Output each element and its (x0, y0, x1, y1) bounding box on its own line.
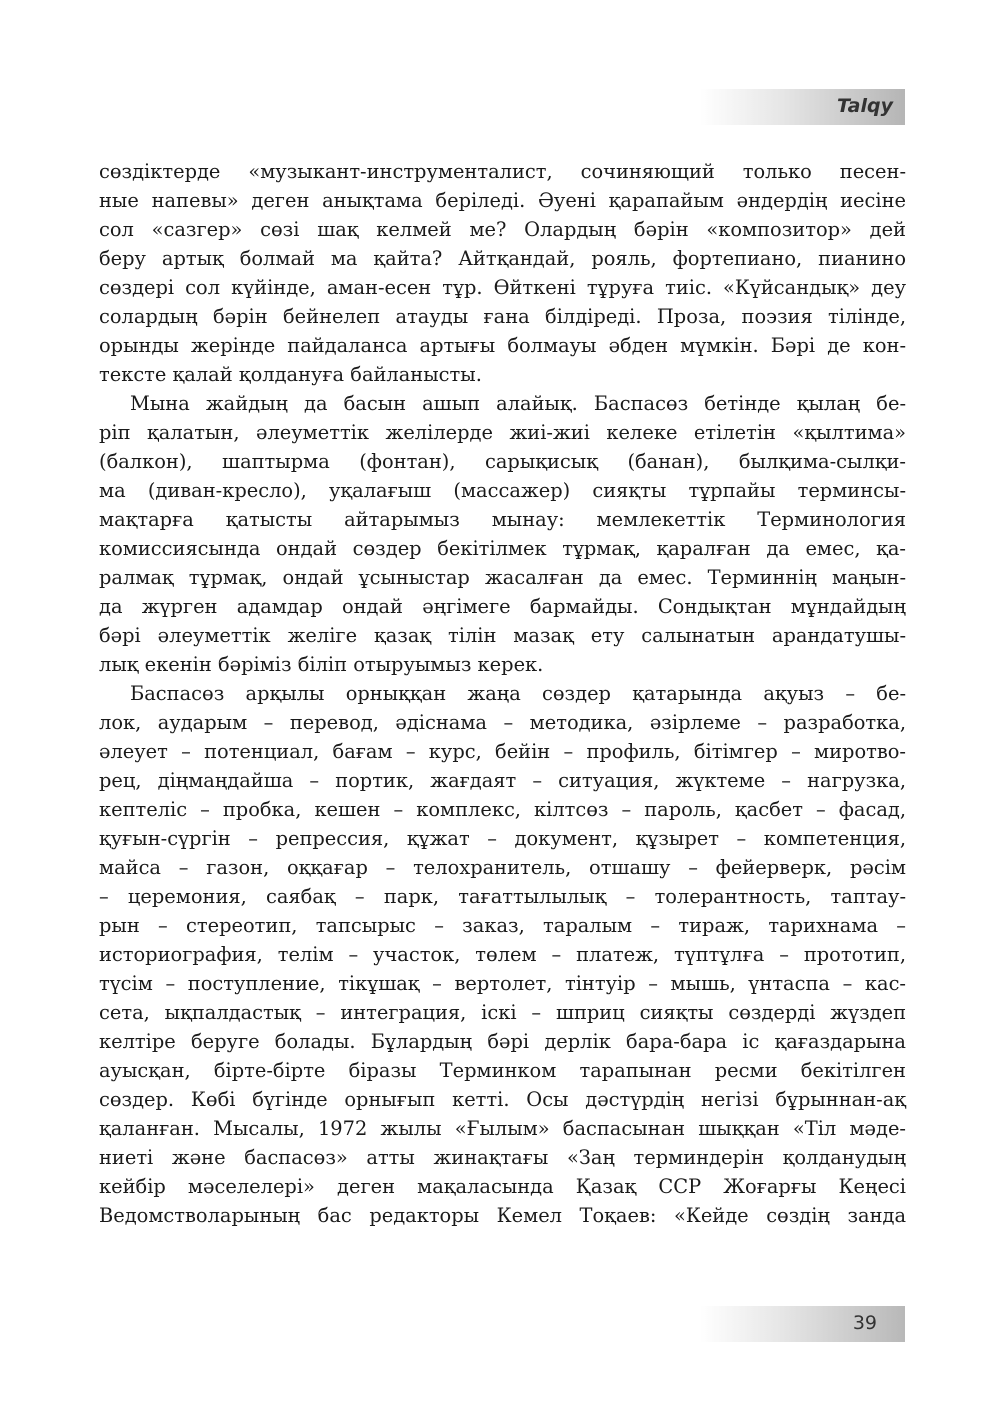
text-line: рец, діңмаңдайша – портик, жағдаят – ситуация, жүктеме – нагрузка, (99, 769, 906, 792)
text-line: сета, ықпалдастық – интеграция, іскі – шприц сияқты сөздерді жүздеп (99, 1001, 906, 1024)
text-line: историография, телім – участок, төлем – платеж, түптұлға – прототип, (99, 943, 906, 966)
text-line: қаланған. Мысалы, 1972 жылы «Ғылым» баспасынан шыққан «Тіл мәде- (99, 1117, 906, 1140)
text-line: Ведомстволарының бас редакторы Кемел Тоқаев: «Кейде сөздің занда (99, 1204, 906, 1227)
text-line: бәрі әлеуметтік желіге қазақ тілін мазақ ету салынатын арандатушы- (99, 624, 906, 647)
text-line: мақтарға қатысты айтарымыз мынау: мемлекеттік Терминология (99, 508, 906, 531)
text-line: сол «сазгер» сөзі шақ келмей ме? Олардың бәрін «композитор» дей (99, 218, 906, 241)
paragraph-3 (99, 679, 906, 1230)
text-line: ниеті және баспасөз» атты жинақтағы «Заң терминдерін қолданудың (99, 1146, 906, 1169)
text-line: қуғын-сүргін – репрессия, құжат – документ, құзырет – компетенция, (99, 827, 906, 850)
text-line: келтіре беруге болады. Бұлардың бәрі дерлік бара-бара іс қағаздарына (99, 1030, 906, 1053)
page-number: 39 (852, 1312, 877, 1334)
text-line: комиссиясында ондай сөздер бекітілмек тұрмақ, қаралған да емес, қа- (99, 537, 906, 560)
text-line: ралмақ тұрмақ, ондай ұсыныстар жасалған да емес. Терминнің маңын- (99, 566, 906, 589)
text-line: – церемония, саябақ – парк, тағаттылылық – толерантность, таптау- (99, 885, 906, 908)
text-line: Мына жайдың да басын ашып алайық. Баспасөз бетінде қылаң бе- (130, 392, 906, 415)
running-header-title: Talqy (836, 95, 893, 117)
text-line: рын – стереотип, тапсырыс – заказ, таралым – тираж, тарихнама – (99, 914, 906, 937)
paragraph-2 (99, 389, 906, 679)
text-line: лок, аударым – перевод, әдіснама – методика, әзірлеме – разработка, (99, 711, 906, 734)
text-line: кейбір мәселелері» деген мақаласында Қазақ ССР Жоғарғы Кеңесі (99, 1175, 906, 1198)
text-line: лық екенін бәріміз біліп отыруымыз керек. (99, 653, 544, 676)
text-line: ма (диван-кресло), уқалағыш (массажер) сияқты тұрпайы терминсы- (99, 479, 906, 502)
page-footer (700, 1306, 905, 1342)
text-line: тексте қалай қолдануға байланысты. (99, 363, 482, 386)
text-line: сөздіктерде «музыкант-инструменталист, сочиняющий только песен- (99, 160, 906, 183)
text-line: Баспасөз арқылы орныққан жаңа сөздер қатарында ақуыз – бе- (130, 682, 906, 705)
text-line: солардың бәрін бейнелеп атауды ғана білдіреді. Проза, поэзия тілінде, (99, 305, 906, 328)
text-line: ауысқан, біртe-біртe біразы Терминком тарапынан ресми бекітілген (99, 1059, 906, 1082)
text-line: беру артық болмай ма қайта? Айтқандай, рояль, фортепиано, пианино (99, 247, 906, 270)
text-line: ріп қалатын, әлеуметтік желілерде жиі-жиі келеке етілетін «қылтима» (99, 421, 906, 444)
text-line: сөздері сол күйінде, аман-есен тұр. Өйткені тұруға тиіс. «Күйсандық» деу (99, 276, 906, 299)
text-line: орынды жерінде пайдаланса артығы болмауы әбден мүмкін. Бәрі де кон- (99, 334, 906, 357)
text-line: әлеует – потенциал, бағам – курс, бейін – профиль, бітімгер – миротво- (99, 740, 906, 763)
article-body (99, 157, 906, 1230)
text-line: сөздер. Көбі бүгінде орнығып кетті. Осы дәстүрдің негізі бұрыннан-ақ (99, 1088, 906, 1111)
running-header (700, 89, 905, 125)
text-line: да жүрген адамдар ондай әңгімеге бармайды. Сондықтан мұндайдың (99, 595, 906, 618)
paragraph-1 (99, 157, 906, 389)
text-line: ные напевы» деген анықтама беріледі. Әуені қарапайым әндердің иесіне (99, 189, 906, 212)
text-line: майса – газон, оққағар – телохранитель, отшашу – фейерверк, рәсім (99, 856, 906, 879)
text-line: түсім – поступление, тікұшақ – вертолет, тінтуір – мышь, үнтаспа – кас- (99, 972, 906, 995)
text-line: кептеліс – пробка, кешен – комплекс, кілтсөз – пароль, қасбет – фасад, (99, 798, 906, 821)
text-line: (балкон), шаптырма (фонтан), сарықисық (банан), былқима-сылқи- (99, 450, 906, 473)
